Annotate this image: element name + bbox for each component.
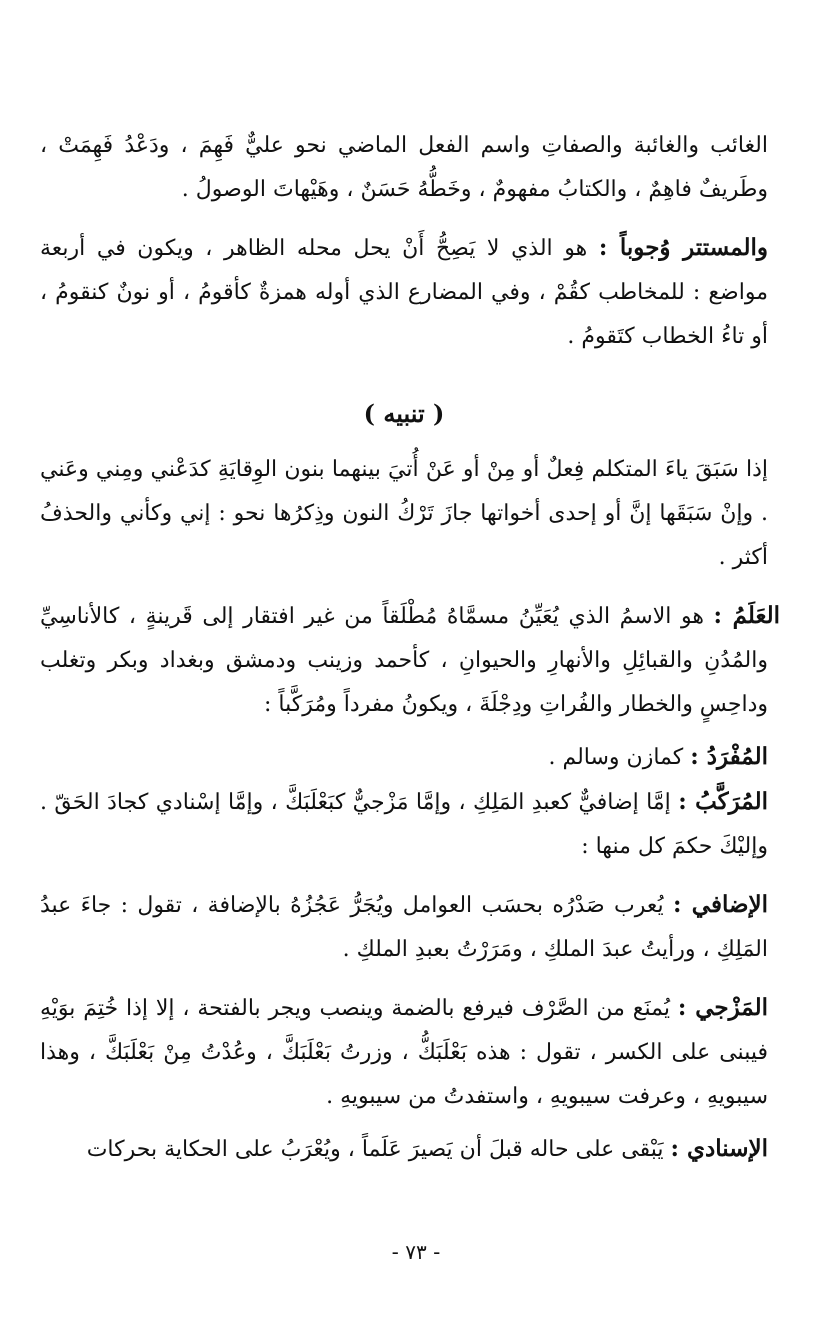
page-number: - ٧٣ - — [391, 1240, 441, 1264]
definition-text-mazji: يُمنَع من الصَّرْف فيرفع بالضمة وينصب ويجر بالفتحة ، إلا إذا خُتِمَ بوَيْهِ فيبنى على الكسر ، تقول : هذه بَعْلَبَكُّ ، وزرتُ بَعْلَبَكَّ ، وعُدْتُ مِنْ بَعْلَبَكَّ ، وهذا سيبويهِ ، وعرفت سيبويهِ ، واستفدتُ من سيبويهِ . — [40, 996, 768, 1109]
definition-isnadi — [40, 1127, 768, 1172]
paragraph-tanbih: إذا سَبَقَ ياءَ المتكلم فِعلٌ أو مِنْ أو عَنْ أُتيَ بينهما بنون الوِقايَةِ كدَعْني ومِني وعَني . وإنْ سَبَقَها إنَّ أو إحدى أخواتها جازَ تَرْكُ النون وذِكرُها نحو : إني وكأني والحذفُ أكثر . — [40, 457, 768, 570]
page-body — [40, 124, 780, 1172]
section-heading-tanbih: ( تنبيه ) — [363, 399, 445, 428]
definition-text-murakkab: إمَّا إضافيٌّ كعبدِ المَلِكِ ، وإمَّا مَزْجيٌّ كبَعْلَبَكَّ ، وإمَّا إسْنادي كجادَ الحَقّ . وإليْكَ حكمَ كل منها : — [40, 790, 768, 859]
term-mufrad: المُفْرَدُ : — [690, 743, 768, 770]
term-idafi: الإضافي : — [672, 891, 768, 918]
definition-mustatir-wujuban: هو الذي لا يَصِحُّ أَنْ يحل محله الظاهر ، ويكون في أربعة مواضع : للمخاطب كقُمْ ، وفي المضارع الذي أوله همزةٌ كأقومُ ، أو نونٌ كنقومُ ، أو تاءُ الخطاب كتَقومُ . — [40, 236, 768, 349]
definition-mazji — [40, 986, 768, 1119]
definition-text-alam: هو الاسمُ الذي يُعَيِّنُ مسمَّاهُ مُطْلَقاً من غير افتقار إلى قَرينةٍ ، كالأناسِيِّ والمُدُنِ والقبائِلِ والأنهارِ والحيوانِ ، كأحمد وزينب ودمشق وبغداد وبكر وتغلب وداحِسٍ والخطار والفُراتِ ودِجْلَةَ ، ويكونُ مفرداً ومُرَكَّباً : — [40, 604, 768, 717]
term-mazji: المَزْجي : — [677, 994, 768, 1021]
definition-murakkab — [40, 780, 768, 869]
paragraph-pronoun-examples: الغائب والغائبة والصفاتِ واسم الفعل الماضي نحو عليٌّ فَهِمَ ، ودَعْدُ فَهِمَتْ ، وطَريفٌ فاهِمٌ ، والكتابُ مفهومٌ ، وخَطُّهُ حَسَنٌ ، وهَيْهاتَ الوصولُ . — [40, 133, 768, 202]
definition-idafi — [40, 883, 768, 972]
paragraph-hidden-pronoun — [40, 226, 768, 359]
term-alam: العَلَمُ : — [713, 602, 780, 629]
term-isnadi: الإسنادي : — [670, 1135, 768, 1162]
term-murakkab: المُرَكَّبُ : — [678, 788, 769, 815]
term-mustatir-wujuban: والمستتر وُجوباً : — [598, 234, 769, 261]
definition-alam — [40, 594, 780, 727]
definition-text-isnadi: يَبْقى على حاله قبلَ أن يَصيرَ عَلَماً ، ويُعْرَبُ على الحكاية بحركات — [86, 1137, 664, 1162]
definition-text-mufrad: كمازن وسالم . — [548, 745, 684, 770]
definition-text-idafi: يُعرب صَدْرُه بحسَب العوامل ويُجَرُّ عَجُزُهُ بالإضافة ، تقول : جاءَ عبدُ المَلِكِ ، ورأيتُ عبدَ الملكِ ، ومَرَرْتُ بعبدِ الملكِ . — [40, 893, 768, 962]
definition-mufrad — [40, 735, 768, 780]
